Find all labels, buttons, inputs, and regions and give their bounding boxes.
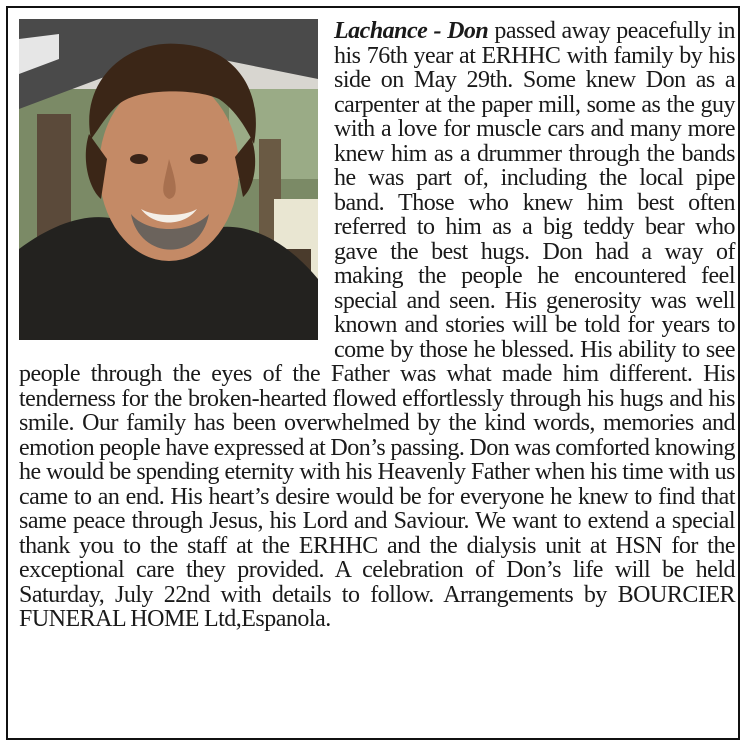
obituary-content	[19, 19, 735, 632]
portrait-photo	[19, 19, 318, 340]
obituary-frame	[6, 6, 740, 740]
deceased-name: Lachance - Don	[334, 18, 489, 44]
obituary-text: passed away peacefully in his 76th year at ERHHC with family by his side on May 29th. Some knew Don as a carpenter at the paper mill, some as the guy with a love for muscle cars and many more knew him as a drummer through the bands he was part of, including the local pipe band. Those who knew him best often referred to him as a big teddy bear who gave the best hugs. Don had a way of making the people he encountered feel special and seen. His generosity was well known and stories will be told for years to come by those he blessed. His ability to see people through the eyes of the Father was what made him different. His tenderness for the broken-hearted flowed effortlessly through his hugs and his smile. Our family has been overwhelmed by the kind words, memories and emotion people have expressed at Don’s passing. Don was comforted knowing he would be spending eternity with his Heavenly Father when his time with us came to an end. His heart’s desire would be for everyone he knew to find that same peace through Jesus, his Lord and Saviour. We want to extend a special thank you to the staff at the ERHHC and the dialysis unit at HSN for the exceptional care they provided. A celebration of Don’s life will be held Saturday, July 22nd with details to follow. Arrangements by BOURCIER FUNERAL HOME Ltd,Espanola.	[19, 18, 736, 632]
